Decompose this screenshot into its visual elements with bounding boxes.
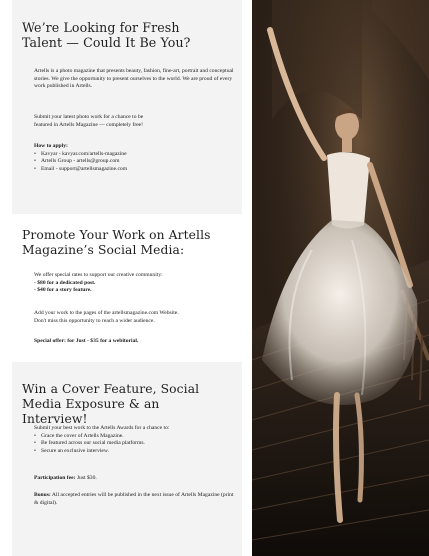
how-to-apply <box>34 143 239 173</box>
intro-paragraph: Artells is a photo magazine that presents beauty, fashion, fine-art, portrait and conceptual stories. We give the opportunity to present ourselves to the world. We are proud of every work published in Artells. <box>34 68 234 90</box>
promote-heading: Promote Your Work on Artells Magazine’s Social Media: <box>22 228 211 257</box>
talent-heading: We’re Looking for Fresh Talent — Could It Be You? <box>22 20 191 50</box>
bonus-paragraph <box>34 492 234 507</box>
ballerina-photo-illustration <box>252 0 429 556</box>
ballerina-photo <box>252 0 429 556</box>
award-item-interview: • Secure an exclusive interview. <box>34 448 239 456</box>
special-offer: Special offer: for Just - $35 for a webitorial. <box>34 338 139 344</box>
apply-item-email[interactable]: • Email - support@artellsmagazine.com <box>34 166 239 174</box>
fee-value: Just $30. <box>75 475 97 481</box>
award-item-cover: • Grace the cover of Artells Magazine. <box>34 433 239 441</box>
bonus-label: Bonus: <box>34 492 51 498</box>
rate-dedicated-post: - $80 for a dedicated post. <box>34 279 96 286</box>
bonus-text: All accepted entries will be published in the next issue of Artells Magazine (print & digital). <box>34 492 234 506</box>
awards-block <box>34 425 239 455</box>
submit-line-2: featured in Artells Magazine — completely free! <box>34 121 144 128</box>
award-item-social: • Be featured across our social media platforms. <box>34 440 239 448</box>
fee-label: Participation fee: <box>34 475 76 481</box>
awards-intro: Submit your best work to the Artells Awards for a chance to: <box>34 425 170 431</box>
awards-heading: Win a Cover Feature, Social Media Exposure & an Interview! <box>22 382 200 426</box>
rates-intro: We offer special rates to support our creative community: <box>34 272 163 278</box>
submit-paragraph <box>34 114 239 129</box>
rates-block <box>34 272 239 295</box>
website-line-1: Add your work to the pages of the artellsmagazine.com Website. <box>34 310 179 316</box>
awards-list <box>34 433 239 456</box>
website-block <box>34 310 239 325</box>
how-to-apply-heading: How to apply: <box>34 143 68 149</box>
website-line-2: Don't miss this opportunity to reach a wider audience. <box>34 317 155 324</box>
apply-list <box>34 151 239 174</box>
apply-item-kavyar[interactable]: • Kavyar - kavyar.com/artells-magazine <box>34 151 239 159</box>
apply-item-group[interactable]: • Artells Group - artells@group.com <box>34 158 239 166</box>
participation-fee <box>34 475 239 483</box>
rate-story-feature: - $40 for a story feature. <box>34 287 92 294</box>
submit-line-1: Submit your latest photo work for a chance to be <box>34 114 144 120</box>
